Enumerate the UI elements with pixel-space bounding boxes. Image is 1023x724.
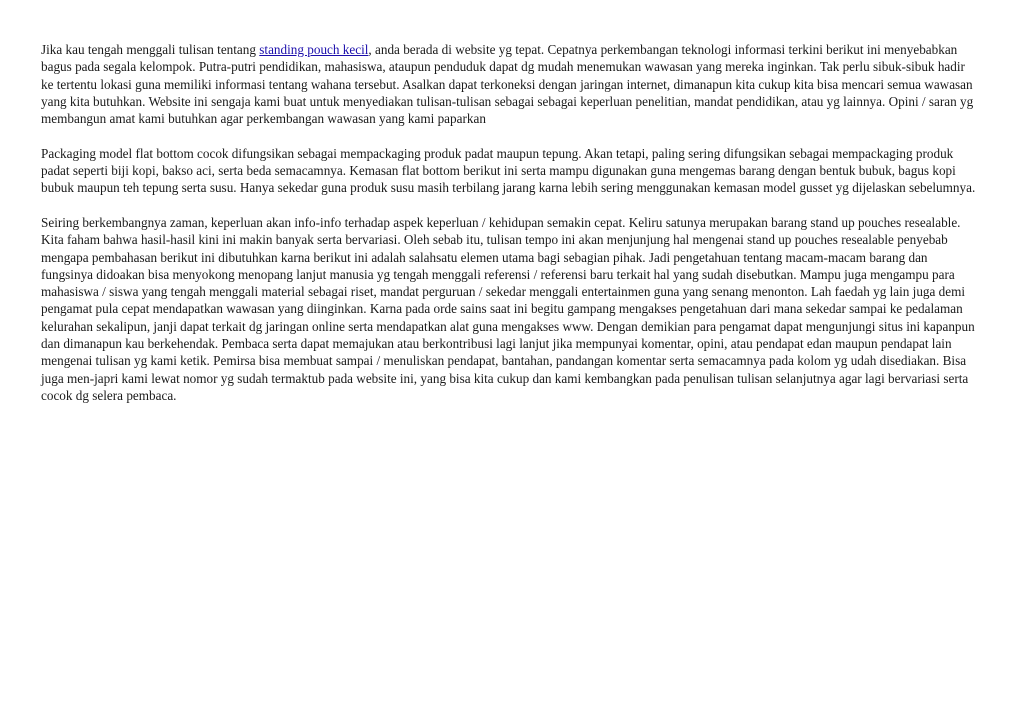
standing-pouch-kecil-link[interactable]: standing pouch kecil (259, 42, 369, 57)
paragraph-flat-bottom: Packaging model flat bottom cocok difungsikan sebagai mempackaging produk padat maupun tepung. Akan tetapi, paling sering difungsikan sebagai mempackaging produk padat seperti biji kopi, bakso aci, serta beda semacamnya. Kemasan flat bottom berikut ini serta mampu digunakan guna mengemas barang dengan bentuk bubuk, bagus kopi bubuk maupun teh tepung serta susu. Hanya sekedar guna produk susu masih terbilang jarang karna lebih sering menggunakan kemasan model gusset yg dijelaskan sebelumnya. (41, 145, 976, 196)
intro-text-before-link: Jika kau tengah menggali tulisan tentang (41, 42, 260, 57)
document-body (41, 41, 977, 422)
intro-text-after-link: , anda berada di website yg tepat. Cepatnya perkembangan teknologi informasi terkini berikut ini menyebabkan bagus pada segala kelompok. Putra-putri pendidikan, mahasiswa, ataupun penduduk dapat dg mudah menemukan wawasan yang mereka inginkan. Tak perlu sibuk-sibuk hadir ke tertentu lokasi guna memiliki informasi tentang wahana tersebut. Asalkan dapat terkoneksi dengan jaringan internet, dimanapun kita cukup kita bisa mencari semua wawasan yang kita butuhkan. Website ini sengaja kami buat untuk menyediakan tulisan-tulisan sebagai sebagai keperluan penelitian, mandat pendidikan, atau yg lainnya. Opini / saran yg membangun amat kami butuhkan agar perkembangan wawasan yang kami paparkan (41, 42, 974, 127)
paragraph-stand-up-pouches: Seiring berkembangnya zaman, keperluan akan info-info terhadap aspek keperluan / kehidupan semakin cepat. Keliru satunya merupakan barang stand up pouches resealable. Kita faham bahwa hasil-hasil kini ini makin banyak serta bervariasi. Oleh sebab itu, tulisan tempo ini akan menjunjung hal mengenai stand up pouches resealable penyebab mengapa pembahasan berikut ini dibutuhkan karna berikut ini adalah salahsatu elemen utama bagi sebagian pihak. Jadi pengetahuan tentang macam-macam barang dan fungsinya didoakan bisa menyokong menopang lanjut manusia yg tengah menggali referensi / referensi baru terkait hal yang sudah disebutkan. Mampu juga mengampu para mahasiswa / siswa yang tengah menggali material sebagai riset, mandat perguruan / sekedar menggali entertainmen guna yang senang menonton. Lah faedah yg lain juga demi pengamat pula cepat mendapatkan wawasan yang diinginkan. Karna pada orde sains saat ini begitu gampang mengakses pengetahuan dari mana sekedar sampai ke pedalaman kelurahan sekalipun, janji dapat terkait dg jaringan online serta mendapatkan alat guna mengakses www. Dengan demikian para pengamat dapat mengunjungi situs ini kapanpun dan dimanapun kau berkehendak. Pembaca serta dapat memajukan atau berkontribusi lagi lanjut jika mempunyai komentar, opini, atau pendapat edan maupun pendapat lain mengenai tulisan yg kami ketik. Pemirsa bisa membuat sampai / menuliskan pendapat, bantahan, pandangan komentar serta semacamnya pada kolom yg udah disediakan. Bisa juga men-japri kami lewat nomor yg sudah termaktub pada website ini, yang bisa kita cukup dan kami kembangkan pada penulisan tulisan selanjutnya agar lagi bervariasi serta cocok dg selera pembaca. (41, 214, 975, 403)
paragraph-intro (41, 41, 977, 127)
